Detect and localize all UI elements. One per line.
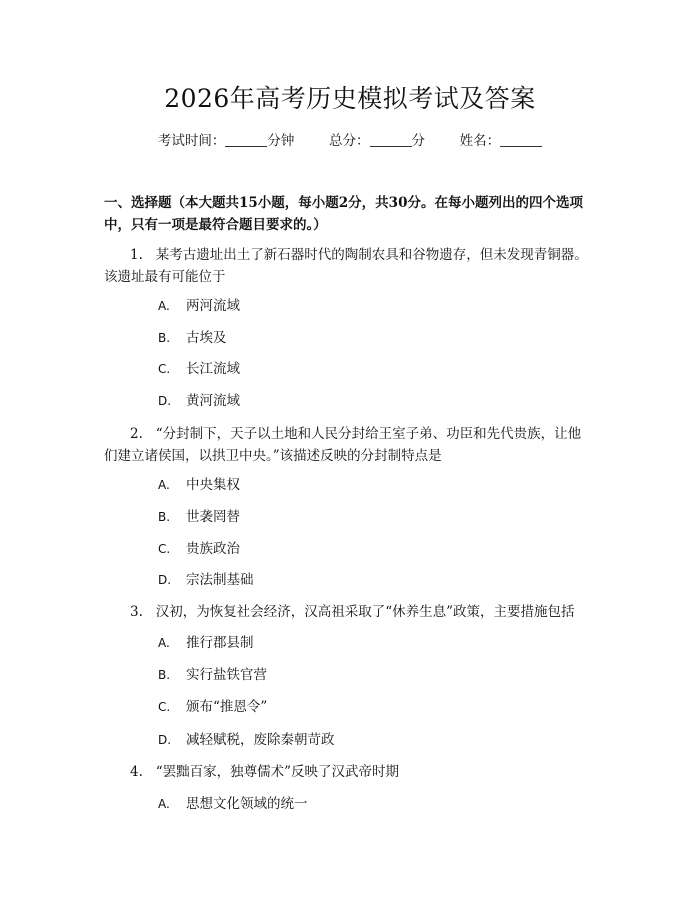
option-letter: D. xyxy=(158,394,172,408)
question-2-option-c[interactable] xyxy=(158,538,240,560)
question-2 xyxy=(104,423,602,467)
question-2-option-a[interactable] xyxy=(158,474,240,496)
option-letter: D. xyxy=(158,733,172,747)
question-1 xyxy=(104,244,602,288)
option-text: 实行盐铁官营 xyxy=(186,667,267,683)
section-heading: 一、选择题（本大题共15小题，每小题2分，共30分。在每小题列出的四个选项中，只有一项是最符合题目要求的。） xyxy=(104,195,583,233)
question-1-option-b[interactable] xyxy=(158,327,227,349)
question-3-option-d[interactable] xyxy=(158,729,335,751)
option-letter: C. xyxy=(158,542,171,556)
question-3-option-a[interactable] xyxy=(158,632,254,654)
question-2-stem-line1: 2. “分封制下，天子以土地和人民分封给王室子弟、功臣和先代贵族，让他 xyxy=(130,426,582,442)
question-4-stem-line1: 4. “罢黜百家，独尊儒术”反映了汉武帝时期 xyxy=(130,764,400,780)
option-letter: B. xyxy=(158,510,171,524)
option-letter: D. xyxy=(158,573,172,587)
score-blank[interactable] xyxy=(370,132,412,147)
question-1-stem-line1: 1. 某考古遗址出土了新石器时代的陶制农具和谷物遗存，但未发现青铜器。 xyxy=(130,247,588,263)
option-letter: C. xyxy=(158,362,171,376)
time-label: 考试时间： xyxy=(157,133,226,149)
option-letter: B. xyxy=(158,331,171,345)
question-1-option-d[interactable] xyxy=(158,390,240,412)
option-text: 古埃及 xyxy=(186,330,227,346)
question-4-option-a[interactable] xyxy=(158,793,308,815)
exam-info-row xyxy=(0,130,700,152)
option-text: 世袭罔替 xyxy=(186,509,240,525)
question-3-stem-line1: 3. 汉初，为恢复社会经济，汉高祖采取了“休养生息”政策，主要措施包括 xyxy=(130,604,575,620)
option-text: 长江流域 xyxy=(186,361,240,377)
option-letter: A. xyxy=(158,478,170,492)
option-text: 减轻赋税，废除秦朝苛政 xyxy=(186,732,335,748)
option-text: 黄河流域 xyxy=(186,393,240,409)
option-text: 中央集权 xyxy=(186,477,240,493)
option-letter: A. xyxy=(158,797,170,811)
option-letter: C. xyxy=(158,700,171,714)
question-3-option-b[interactable] xyxy=(158,664,267,686)
option-letter: A. xyxy=(158,299,170,313)
question-4 xyxy=(104,761,602,783)
option-text: 贵族政治 xyxy=(186,541,240,557)
option-letter: A. xyxy=(158,636,170,650)
option-text: 颁布“推恩令” xyxy=(186,699,268,715)
question-3 xyxy=(104,601,602,623)
question-1-option-a[interactable] xyxy=(158,295,240,317)
page-title: 2026年高考历史模拟考试及答案 xyxy=(164,84,536,113)
time-blank[interactable] xyxy=(225,132,267,147)
score-label: 总分： xyxy=(329,133,370,149)
name-label: 姓名： xyxy=(459,133,501,149)
time-unit: 分钟 xyxy=(267,133,295,149)
question-3-option-c[interactable] xyxy=(158,696,267,718)
score-unit: 分 xyxy=(411,133,425,149)
question-2-option-d[interactable] xyxy=(158,569,254,591)
option-text: 思想文化领域的统一 xyxy=(186,796,308,812)
question-1-option-c[interactable] xyxy=(158,358,240,380)
question-2-stem-line2: 们建立诸侯国，以拱卫中央。”该描述反映的分封制特点是 xyxy=(104,448,442,464)
option-text: 两河流域 xyxy=(186,298,240,314)
option-letter: B. xyxy=(158,668,171,682)
question-2-option-b[interactable] xyxy=(158,506,240,528)
option-text: 宗法制基础 xyxy=(186,572,254,588)
question-1-stem-line2: 该遗址最有可能位于 xyxy=(104,269,226,285)
name-blank[interactable] xyxy=(500,132,542,147)
option-text: 推行郡县制 xyxy=(186,635,254,651)
